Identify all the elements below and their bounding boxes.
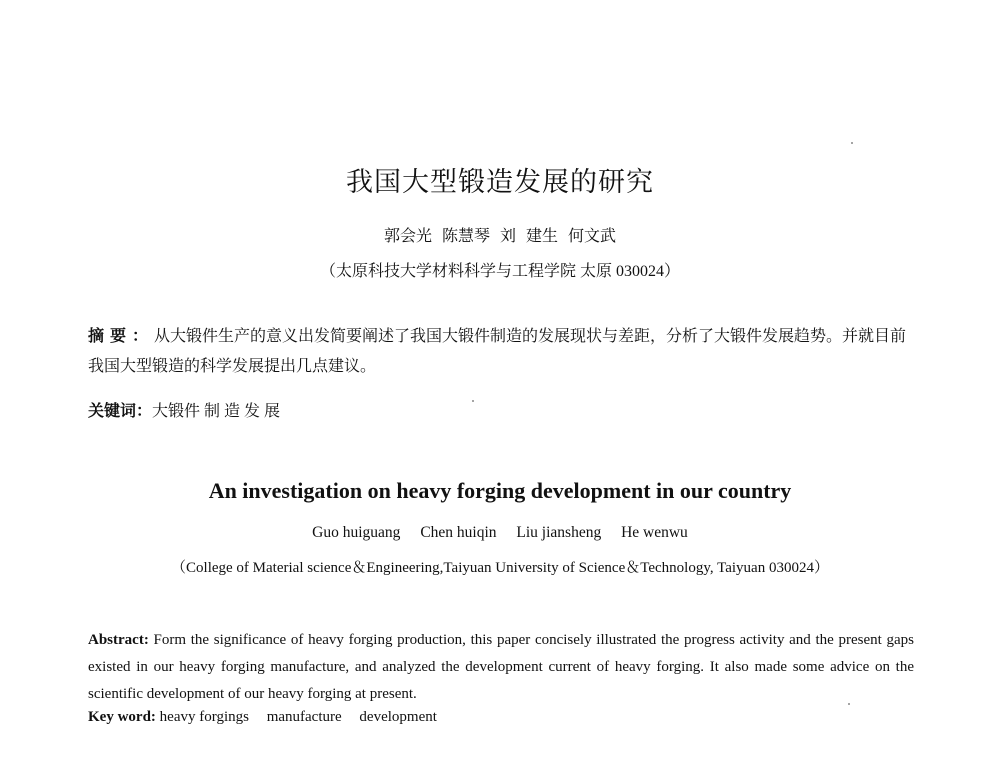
scan-speck: [472, 400, 474, 402]
chinese-abstract: [88, 322, 918, 382]
english-keywords-label: Key word:: [88, 709, 156, 725]
chinese-affiliation: （太原科技大学材料科学与工程学院 太原 030024）: [319, 263, 680, 280]
chinese-keywords-text: 大锻件 制 造 发 展: [152, 403, 281, 420]
english-keywords: [88, 709, 914, 726]
keyword: heavy forgings: [159, 709, 249, 725]
chinese-title: 我国大型锻造发展的研究: [346, 167, 654, 197]
author-name: He wenwu: [621, 524, 688, 541]
english-title: An investigation on heavy forging development in our country: [208, 478, 792, 503]
chinese-keywords: [88, 398, 918, 421]
chinese-authors: 郭会光 陈慧琴 刘 建生 何文武: [383, 228, 616, 245]
english-affiliation: （College of Material science＆Engineering,Taiyuan University of Science＆Technology, Taiyuan 030024）: [171, 560, 829, 576]
keyword: manufacture: [266, 709, 342, 725]
keyword: development: [359, 709, 437, 725]
chinese-abstract-text: 从大锻件生产的意义出发简要阐述了我国大锻件制造的发展现状与差距，分析了大锻件发展趋势。并就目前我国大型锻造的科学发展提出几点建议。: [88, 328, 907, 375]
scan-speck: [851, 142, 853, 144]
english-authors: [0, 524, 1000, 542]
scan-speck: [848, 703, 850, 705]
english-abstract: [88, 627, 914, 708]
author-name: Guo huiguang: [312, 524, 401, 541]
chinese-keywords-label: 关键词：: [88, 403, 153, 420]
author-name: Liu jiansheng: [516, 524, 602, 541]
english-abstract-label: Abstract:: [88, 632, 149, 648]
english-abstract-text: Form the significance of heavy forging production, this paper concisely illustrated the progress activity and the present gaps existed in our heavy forging manufacture, and analyzed the development current of heavy forging. It also made some advice on the scientific development of our heavy forging at present.: [88, 632, 915, 702]
chinese-abstract-label: 摘要：: [88, 328, 155, 345]
author-name: Chen huiqin: [420, 524, 497, 541]
